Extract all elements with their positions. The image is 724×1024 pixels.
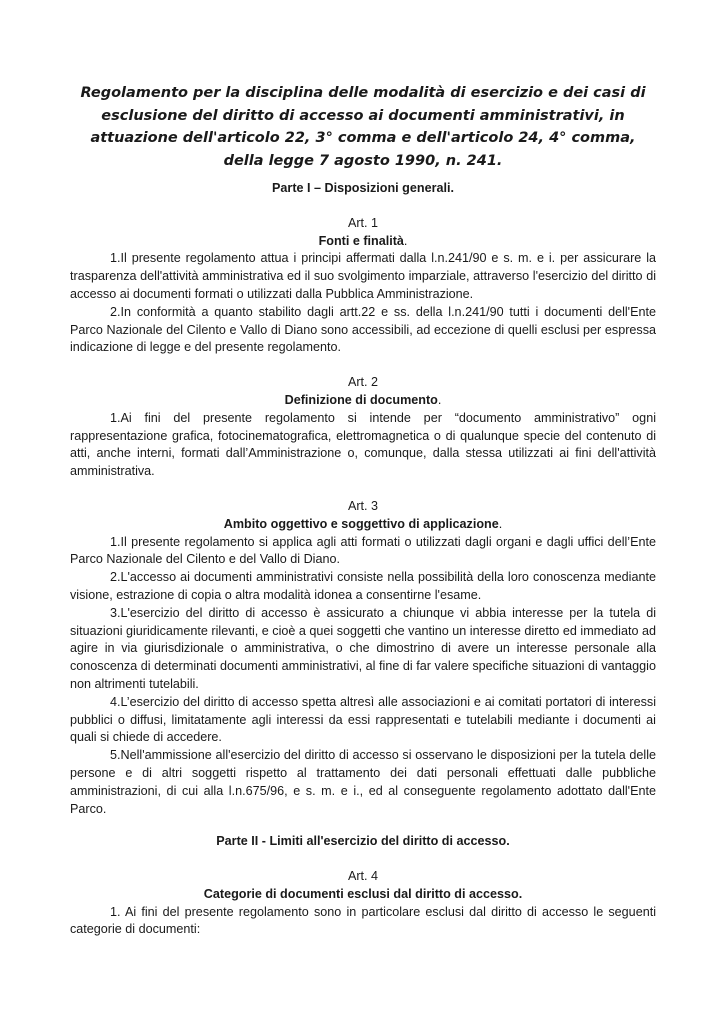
part-2-heading: Parte II - Limiti all'esercizio del diritto di accesso. xyxy=(216,834,510,849)
document-page xyxy=(70,82,656,939)
article-3-paragraph-5: 5.Nell'ammissione all'esercizio del diritto di accesso si osservano le disposizioni per la tutela delle persone e di altri soggetti rispetto al trattamento dei dati personali effettuati dalle pubbliche amministrazioni, di cui alla l.n.675/96, e s. m. e i., ed al conseguente regolamento adottato dall'Ente Parco. xyxy=(70,748,656,816)
article-3-paragraph-4: 4.L’esercizio del diritto di accesso spetta altresì alle associazioni e ai comitati portatori di interessi pubblici o diffusi, limitatamente agli interessi da essi rappresentati e tutelabili mediante i documenti ai quali si chiede di accedere. xyxy=(70,694,656,745)
article-1-paragraph-2: 2.In conformità a quanto stabilito dagli artt.22 e ss. della l.n.241/90 tutti i documenti dell'Ente Parco Nazionale del Cilento e Vallo di Diano sono accessibili, ad eccezione di quelli esclusi per espressa indicazione di legge e del presente regolamento. xyxy=(70,304,656,355)
article-1 xyxy=(70,215,656,357)
article-3-paragraph-2: 2.L'accesso ai documenti amministrativi consiste nella possibilità della loro conoscenza mediante visione, estrazione di copia o altra modalità idonea a consentirne l'esame. xyxy=(70,570,656,602)
article-3-paragraph-1: 1.Il presente regolamento si applica agli atti formati o utilizzati dagli organi e dagli uffici dell’Ente Parco Nazionale del Cilento e del Vallo di Diano. xyxy=(70,534,656,567)
document-title: Regolamento per la disciplina delle modalità di esercizio e dei casi di esclusione del diritto di accesso ai documenti amministrativi, in attuazione dell'articolo 22, 3° comma e dell'articolo 24, 4° comma, della legge 7 agosto 1990, n. 241. xyxy=(80,85,646,169)
article-4-number: Art. 4 xyxy=(347,869,379,884)
article-2-number: Art. 2 xyxy=(347,375,379,390)
article-1-title: Fonti e finalità. xyxy=(318,233,408,248)
article-3-paragraph-3: 3.L'esercizio del diritto di accesso è assicurato a chiunque vi abbia interesse per la tutela di situazioni giuridicamente rilevanti, e cioè a quei soggetti che vantino un interesse diretto ed immediato ad agire in via giurisdizionale o amministrativa, o che dimostrino di avere un interesse personale alla conoscenza di determinati documenti amministrativi, al fine di far valere specifiche situazioni di vantaggio non altrimenti tutelabili. xyxy=(70,605,656,691)
part-1-heading: Parte I – Disposizioni generali. xyxy=(272,181,454,195)
article-3 xyxy=(70,498,656,818)
article-1-number: Art. 1 xyxy=(347,215,379,230)
article-3-number: Art. 3 xyxy=(347,498,379,513)
article-2 xyxy=(70,374,656,481)
article-2-paragraph-1: 1.Ai fini del presente regolamento si intende per “documento amministrativo” ogni rappresentazione grafica, fotocinematografica, elettromagnetica o di qualunque specie del contenuto di atti, anche interni, formati dall’Amministrazione o, comunque, dalla stessa utilizzati ai fini dell'attività amministrativa. xyxy=(70,410,656,479)
article-4-paragraph-1: 1. Ai fini del presente regolamento sono in particolare esclusi dal diritto di accesso le seguenti categorie di documenti: xyxy=(70,904,656,937)
article-1-paragraph-1: 1.Il presente regolamento attua i principi affermati dalla l.n.241/90 e s. m. e i. per assicurare la trasparenza dell'attività amministrativa ed il suo svolgimento imparziale, attraverso l'esercizio del diritto di accesso ai documenti formati o utilizzati dalla Pubblica Amministrazione. xyxy=(70,251,656,301)
article-2-title: Definizione di documento. xyxy=(284,392,442,407)
article-4-title: Categorie di documenti esclusi dal diritto di accesso. xyxy=(203,886,523,901)
article-3-title: Ambito oggettivo e soggettivo di applicazione. xyxy=(223,516,503,531)
article-4 xyxy=(70,868,656,939)
